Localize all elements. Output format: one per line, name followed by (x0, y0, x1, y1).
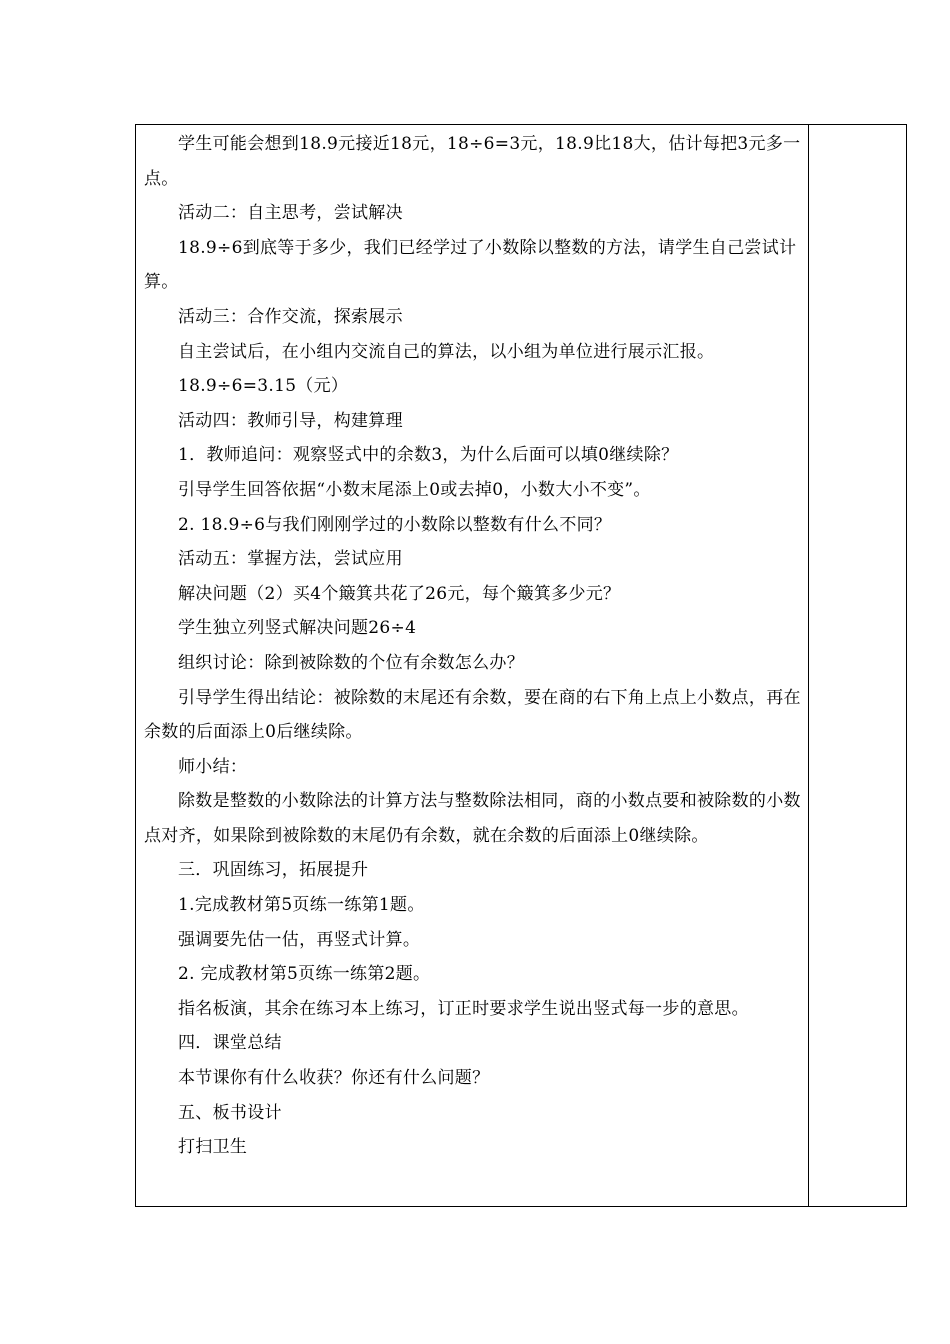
activity-four-heading: 活动四：教师引导，构建算理 (178, 410, 403, 431)
notes-column-cell (809, 125, 906, 1206)
exercise-two: 2. 完成教材第5页练一练第2题。 (178, 964, 431, 985)
section-four-heading: 四．课堂总结 (178, 1033, 282, 1054)
student-calculation: 学生独立列竖式解决问题26÷4 (178, 618, 417, 639)
activity-three-paragraph: 自主尝试后，在小组内交流自己的算法，以小组为单位进行展示汇报。 (178, 341, 715, 362)
teacher-question-one: 1．教师追问：观察竖式中的余数3，为什么后面可以填0继续除？ (178, 445, 679, 466)
teacher-question-two: 2. 18.9÷6与我们刚刚学过的小数除以整数有什么不同？ (178, 514, 612, 535)
activity-two-paragraph: 18.9÷6到底等于多少，我们已经学过了小数除以整数的方法，请学生自己尝试计算。 (144, 237, 797, 293)
summary-question: 本节课你有什么收获？你还有什么问题？ (178, 1068, 490, 1089)
teacher-summary-paragraph: 除数是整数的小数除法的计算方法与整数除法相同，商的小数点要和被除数的小数点对齐，如果除到被除数的末尾仍有余数，就在余数的后面添上0继续除。 (144, 791, 801, 846)
guide-answer: 引导学生回答依据“小数末尾添上0或去掉0，小数大小不变”。 (178, 479, 651, 500)
section-three-heading: 三．巩固练习，拓展提升 (178, 860, 369, 881)
section-five-heading: 五、板书设计 (178, 1102, 282, 1123)
teacher-summary-heading: 师小结： (178, 756, 248, 777)
activity-two-heading: 活动二：自主思考，尝试解决 (178, 203, 403, 224)
lesson-content-cell (136, 125, 809, 1206)
exercise-one-note: 强调要先估一估，再竖式计算。 (178, 929, 421, 950)
conclusion-paragraph: 引导学生得出结论：被除数的末尾还有余数，要在商的右下角上点上小数点，再在余数的后面添上0后继续除。 (144, 687, 801, 743)
activity-five-heading: 活动五：掌握方法，尝试应用 (178, 549, 403, 570)
activity-three-heading: 活动三：合作交流，探索展示 (178, 306, 403, 327)
exercise-two-note: 指名板演，其余在练习本上练习，订正时要求学生说出竖式每一步的意思。 (178, 998, 749, 1019)
problem-two: 解决问题（2）买4个簸箕共花了26元，每个簸箕多少元？ (178, 583, 621, 604)
cleanup-note: 打扫卫生 (178, 1137, 248, 1158)
discussion-question: 组织讨论：除到被除数的个位有余数怎么办？ (178, 652, 524, 673)
lesson-plan-table (135, 124, 907, 1207)
exercise-one: 1.完成教材第5页练一练第1题。 (178, 895, 425, 916)
estimation-paragraph: 学生可能会想到18.9元接近18元，18÷6=3元，18.9比18大，估计每把3元多一点。 (144, 134, 801, 189)
calculation-result: 18.9÷6=3.15（元） (178, 376, 349, 397)
